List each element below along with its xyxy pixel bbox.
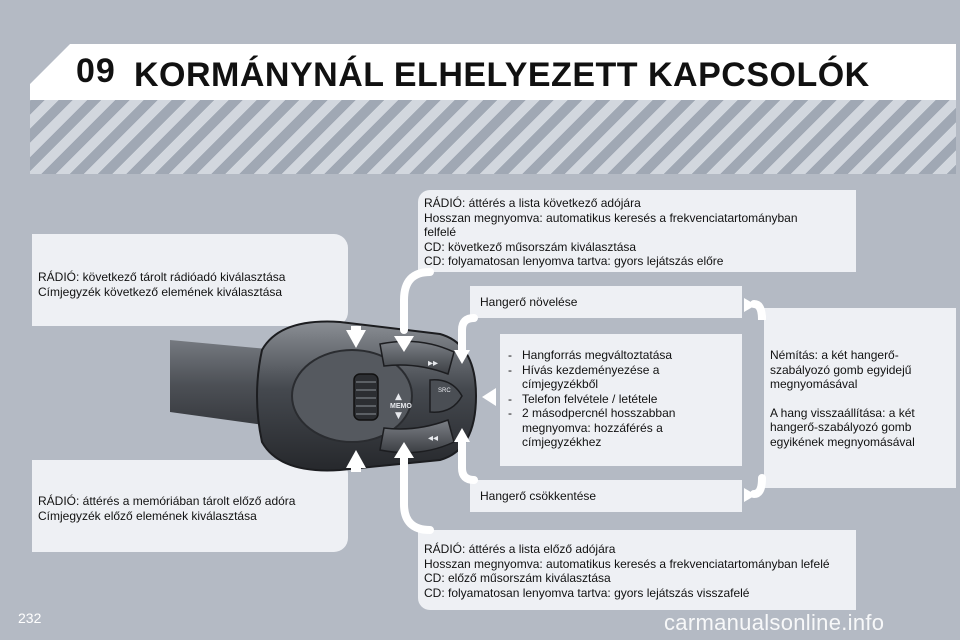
arrow-stem-left-top — [351, 326, 361, 332]
callout-line: CD: folyamatosan lenyomva tartva: gyors lejátszás visszafelé — [424, 585, 750, 600]
page-title: KORMÁNYNÁL ELHELYEZETT KAPCSOLÓK — [134, 56, 870, 94]
previous-icon: ◂◂ — [428, 433, 439, 444]
arrow-bottom-right — [404, 458, 430, 530]
callout-line: CD: folyamatosan lenyomva tartva: gyors lejátszás előre — [424, 254, 724, 268]
text-span: címjegyzékhez — [522, 435, 602, 449]
text-span: hangerő-szabályozó gomb — [770, 420, 912, 434]
text-span: - — [508, 348, 512, 362]
callout-line: RÁDIÓ: következő tárolt rádióadó kiválasztása — [38, 270, 286, 284]
text-span: - — [508, 391, 512, 406]
text-span: - — [508, 362, 512, 377]
arrow-right-mute-bottom — [754, 478, 762, 494]
text-span: - — [508, 406, 512, 420]
src-label: SRC — [438, 388, 451, 394]
memo-label: MEMO — [390, 403, 412, 410]
text-span: 2 másodpercnél hosszabban — [522, 406, 676, 420]
arrow-stem-left-bottom — [351, 466, 361, 472]
text-span: Hangforrás megváltoztatása — [522, 348, 673, 362]
callout-line: RÁDIÓ: áttérés a memóriában tárolt előző adóra — [38, 494, 296, 508]
arrow-right-mute-top — [754, 304, 762, 320]
text-span: egyikének megnyomásával — [770, 434, 915, 449]
text-span: címjegyzékből — [522, 377, 599, 391]
callout-line: Címjegyzék előző elemének kiválasztása — [38, 508, 257, 523]
callout-line: felfelé — [424, 225, 457, 239]
callout-line: Címjegyzék következő elemének kiválasztása — [38, 284, 283, 299]
arrowhead-source — [482, 388, 496, 406]
text-span: megnyomva: hozzáférés a — [522, 420, 663, 435]
arrow-vol-up — [462, 318, 474, 352]
text-span: szabályozó gomb egyidejű — [770, 362, 912, 377]
text-span: Telefon felvétele / letétele — [522, 391, 658, 406]
scroll-wheel — [354, 374, 378, 420]
text-span: A hang visszaállítása: a két — [770, 405, 915, 420]
arrow-vol-down — [462, 440, 474, 480]
callout-line: CD: előző műsorszám kiválasztása — [424, 571, 611, 585]
watermark: carmanualsonline.info — [664, 610, 885, 635]
callout-volume-up: Hangerő növelése — [470, 286, 742, 318]
callout-line: CD: következő műsorszám kiválasztása — [424, 239, 637, 254]
callout-line: RÁDIÓ: áttérés a lista következő adójára — [424, 196, 641, 210]
arrow-top-right — [404, 272, 430, 330]
chapter-number: 09 — [76, 52, 116, 90]
callout-volume-down: Hangerő csökkentése — [470, 480, 742, 512]
callout-line: Hosszan megnyomva: automatikus keresés a frekvenciatartományban — [424, 210, 798, 225]
text-span: megnyomásával — [770, 377, 858, 391]
text-span: Hívás kezdeményezése a — [522, 362, 660, 377]
page-number: 232 — [18, 610, 42, 626]
callout-line: RÁDIÓ: áttérés a lista előző adójára — [424, 542, 616, 556]
next-icon: ▸▸ — [428, 358, 439, 369]
up-arrow-icon: ▲ — [395, 392, 402, 402]
down-arrow-icon: ▼ — [395, 411, 402, 421]
text-span: Némítás: a két hangerő- — [770, 348, 899, 362]
callout-line: Hosszan megnyomva: automatikus keresés a frekvenciatartományban lefelé — [424, 556, 830, 571]
